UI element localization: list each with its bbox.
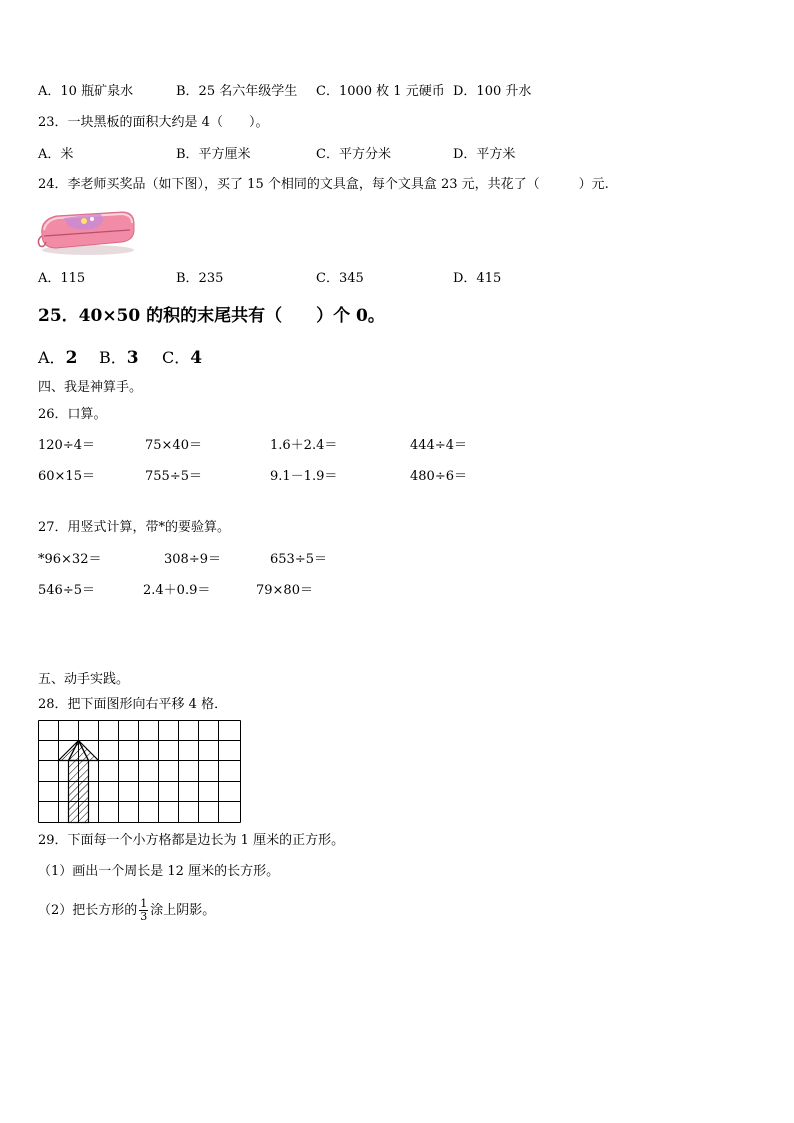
one-third-fraction [139, 898, 148, 923]
q25-stem: 25．40×50 的积的末尾共有（ ）个 0。 [38, 306, 385, 326]
q29-sub2-before: （2）把长方形的 [38, 903, 138, 918]
q24-stem: 24．李老师买奖品（如下图），买了 15 个相同的文具盒，每个文具盒 23 元，共花了（ ）元. [38, 177, 609, 192]
q23-option-c: C．平方分米 [316, 147, 391, 162]
q23-option-d: D．平方米 [453, 147, 516, 162]
q25-option-a-value: 2 [65, 348, 78, 368]
q24-option-a: A．115 [38, 271, 86, 286]
q24-option-c: C．345 [316, 271, 364, 286]
q27-item: 653÷5＝ [270, 552, 327, 567]
q29-sub1: （1）画出一个周长是 12 厘米的长方形。 [38, 864, 280, 879]
q26-item: 444÷4＝ [410, 438, 467, 453]
q25-option-b-letter: B． [99, 348, 127, 367]
q29-stem: 29．下面每一个小方格都是边长为 1 厘米的正方形。 [38, 833, 345, 848]
q27-stem: 27．用竖式计算，带*的要验算。 [38, 520, 231, 535]
q26-stem: 26．口算。 [38, 407, 107, 422]
q26-item: 480÷6＝ [410, 469, 467, 484]
q28-stem: 28．把下面图形向右平移 4 格． [38, 697, 228, 712]
q24-option-b: B．235 [176, 271, 224, 286]
section-5-title: 五、动手实践。 [38, 672, 130, 687]
q25-option-b [99, 348, 139, 368]
q25-option-c-letter: C． [162, 348, 191, 367]
q26-item: 755÷5＝ [145, 469, 202, 484]
q24-option-d: D．415 [453, 271, 502, 286]
q26-item: 120÷4＝ [38, 438, 95, 453]
q25-option-b-value: 3 [126, 348, 139, 368]
q27-item: 308÷9＝ [164, 552, 221, 567]
q25-option-c [162, 348, 202, 368]
q22-option-d: D．100 升水 [453, 84, 532, 99]
section-4-title: 四、我是神算手。 [38, 380, 143, 395]
q26-item: 1.6＋2.4＝ [270, 438, 338, 453]
q26-item: 60×15＝ [38, 469, 95, 484]
q27-item: 2.4＋0.9＝ [143, 583, 211, 598]
q22-option-a: A．10 瓶矿泉水 [38, 84, 134, 99]
q23-option-a: A．米 [38, 147, 74, 162]
q29-sub2-after: 涂上阴影。 [150, 903, 216, 918]
q25-option-c-value: 4 [190, 348, 203, 368]
q25-option-a [38, 348, 77, 368]
q22-option-c: C．1000 枚 1 元硬币 [316, 84, 445, 99]
q22-option-b: B．25 名六年级学生 [176, 84, 298, 99]
q25-option-a-letter: A． [38, 348, 66, 367]
fraction-numerator: 1 [140, 897, 148, 910]
q27-item: 546÷5＝ [38, 583, 95, 598]
q27-item: *96×32＝ [38, 552, 102, 567]
pencil-case-image [34, 206, 138, 258]
q23-option-b: B．平方厘米 [176, 147, 251, 162]
q26-item: 9.1－1.9＝ [270, 469, 338, 484]
q27-item: 79×80＝ [256, 583, 313, 598]
q23-stem: 23．一块黑板的面积大约是 4（ ）。 [38, 115, 269, 130]
q26-item: 75×40＝ [145, 438, 202, 453]
q29-sub2 [38, 898, 215, 923]
fraction-denominator: 3 [140, 910, 148, 923]
translation-grid [38, 720, 244, 828]
